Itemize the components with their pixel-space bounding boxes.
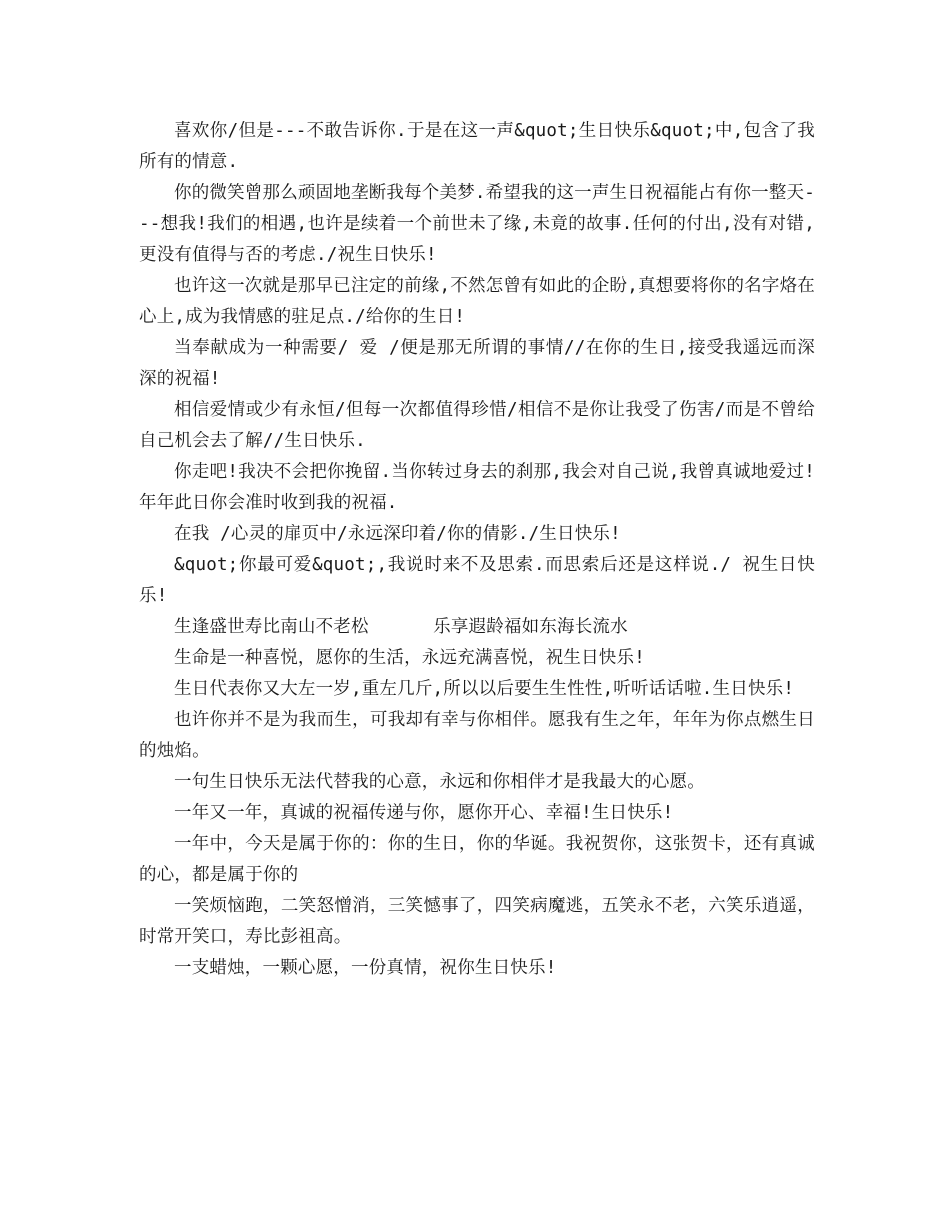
- paragraph: 也许这一次就是那早已注定的前缘,不然怎曾有如此的企盼,真想要将你的名字烙在心上,成为我情感的驻足点./给你的生日!: [139, 276, 815, 327]
- paragraph: 生逢盛世寿比南山不老松 乐享遐龄福如东海长流水: [174, 617, 628, 637]
- paragraph: 一年又一年，真诚的祝福传递与你，愿你开心、幸福!生日快乐!: [174, 803, 674, 823]
- paragraph: 喜欢你/但是---不敢告诉你.于是在这一声&quot;生日快乐&quot;中,包含了我所有的情意.: [139, 121, 815, 172]
- paragraph: 相信爱情或少有永恒/但每一次都值得珍惜/相信不是你让我受了伤害/而是不曾给自己机会去了解//生日快乐.: [139, 400, 815, 451]
- paragraph: 一支蜡烛，一颗心愿，一份真情，祝你生日快乐!: [174, 958, 557, 978]
- paragraph: 一笑烦恼跑，二笑怒憎消，三笑憾事了，四笑病魔逃，五笑永不老，六笑乐逍遥，时常开笑口，寿比彭祖高。: [139, 896, 815, 947]
- paragraph: 生命是一种喜悦，愿你的生活，永远充满喜悦，祝生日快乐!: [174, 648, 645, 668]
- paragraph: 生日代表你又大左一岁,重左几斤,所以以后要生生性性,听听话话啦.生日快乐!: [174, 679, 795, 699]
- paragraph: 一年中，今天是属于你的：你的生日，你的华诞。我祝贺你，这张贺卡，还有真诚的心，都是属于你的: [139, 834, 815, 885]
- paragraph: 你的微笑曾那么顽固地垄断我每个美梦.希望我的这一声生日祝福能占有你一整天---想我!我们的相遇,也许是续着一个前世未了缘,未竟的故事.任何的付出,没有对错,更没有值得与否的考虑./祝生日快乐!: [139, 183, 815, 265]
- document-body: [139, 116, 815, 984]
- paragraph: 一句生日快乐无法代替我的心意，永远和你相伴才是我最大的心愿。: [174, 772, 705, 792]
- paragraph: 在我 /心灵的扉页中/永远深印着/你的倩影./生日快乐!: [174, 524, 621, 544]
- paragraph: 也许你并不是为我而生，可我却有幸与你相伴。愿我有生之年，年年为你点燃生日的烛焰。: [139, 710, 815, 761]
- paragraph: 当奉献成为一种需要/ 爱 /便是那无所谓的事情//在你的生日,接受我遥远而深深的祝福!: [139, 338, 815, 389]
- paragraph: &quot;你最可爱&quot;,我说时来不及思索.而思索后还是这样说./ 祝生日快乐!: [139, 555, 815, 606]
- paragraph: 你走吧!我决不会把你挽留.当你转过身去的刹那,我会对自己说,我曾真诚地爱过!年年此日你会准时收到我的祝福.: [139, 462, 815, 513]
